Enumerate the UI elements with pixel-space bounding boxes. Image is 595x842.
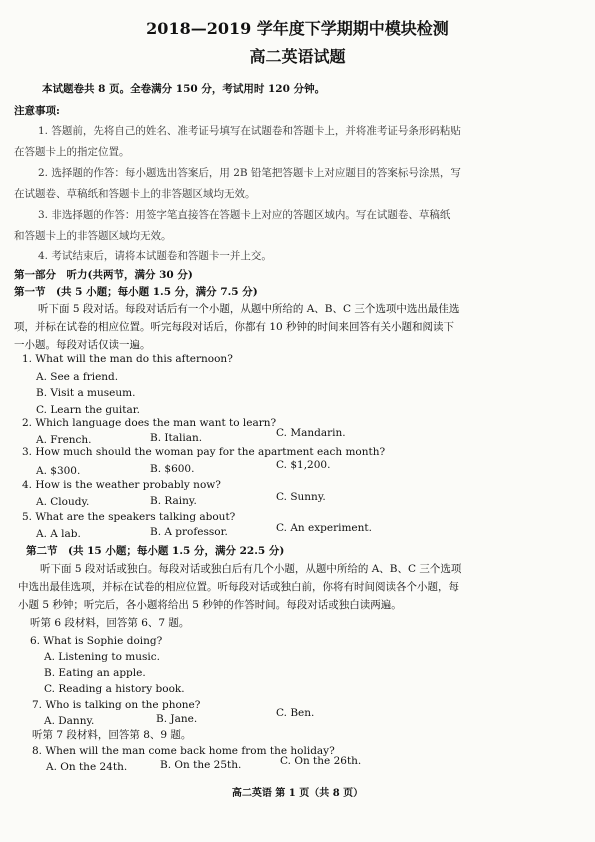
option-c: C. Sunny.	[276, 491, 326, 503]
exam-title: 2018—2019 学年度下学期期中模块检测	[146, 19, 449, 38]
section1-instruction: 项，并标在试卷的相应位置。听完每段对话后，你都有 10 秒钟的时间来回答有关小题和阅读下	[14, 321, 455, 333]
option-b: B. Italian.	[150, 432, 203, 444]
note-line: 3. 非选择题的作答：用签字笔直接答在答题卡上对应的答题区域内。写在试题卷、草稿纸	[38, 209, 451, 221]
option-c: C. Mandarin.	[276, 427, 346, 439]
page-footer: 高二英语 第 1 页（共 8 页）	[231, 788, 364, 799]
option-a: A. French.	[36, 434, 92, 446]
question-text: 5. What are the speakers talking about?	[22, 511, 236, 523]
option-a: A. Cloudy.	[36, 496, 90, 508]
option-b: B. $600.	[150, 463, 195, 475]
question-text: 1. What will the man do this afternoon?	[22, 353, 233, 365]
question-text: 8. When will the man come back home from the holiday?	[32, 745, 335, 757]
note-line: 在答题卡上的指定位置。	[14, 146, 130, 158]
option-c: C. Ben.	[276, 707, 315, 719]
note-line: 1. 答题前，先将自己的姓名、准考证号填写在试题卷和答题卡上，并将准考证号条形码粘贴	[38, 125, 461, 137]
material-heading: 听第 6 段材料，回答第 6、7 题。	[30, 617, 190, 629]
option-a: A. Listening to music.	[44, 651, 160, 663]
note-line: 和答题卡上的非答题区域均无效。	[14, 230, 172, 242]
note-line: 2. 选择题的作答：每小题选出答案后，用 2B 铅笔把答题卡上对应题目的答案标号涂黑，写	[38, 167, 461, 179]
option-a: A. Danny.	[44, 715, 95, 727]
section2-heading: 第二节 (共 15 小题；每小题 1.5 分，满分 22.5 分)	[26, 545, 285, 557]
option-b: B. Jane.	[156, 713, 198, 725]
section1-instruction: 听下面 5 段对话。每段对话后有一个小题，从题中所给的 A、B、C 三个选项中选出最佳选	[38, 303, 460, 315]
option-c: C. An experiment.	[276, 522, 372, 534]
question-text: 2. Which language does the man want to learn?	[22, 417, 277, 429]
option-a: A. A lab.	[36, 528, 81, 540]
option-a: A. $300.	[36, 465, 81, 477]
option-b: B. On the 25th.	[160, 759, 242, 771]
section1-instruction: 一小题。每段对话仅读一遍。	[14, 339, 151, 351]
option-b: B. Eating an apple.	[44, 667, 146, 679]
section2-instruction: 听下面 5 段对话或独白。每段对话或独白后有几个小题，从题中所给的 A、B、C 三个选项	[40, 563, 462, 575]
question-text: 4. How is the weather probably now?	[22, 479, 221, 491]
option-b: B. Visit a museum.	[36, 387, 136, 399]
question-text: 7. Who is talking on the phone?	[32, 699, 201, 711]
question-text: 6. What is Sophie doing?	[30, 635, 163, 647]
intro-text: 本试题卷共 8 页。全卷满分 150 分，考试用时 120 分钟。	[42, 83, 326, 95]
option-b: B. Rainy.	[150, 495, 197, 507]
notes-heading: 注意事项:	[14, 105, 60, 117]
option-c: C. Reading a history book.	[44, 683, 185, 695]
option-c: C. On the 26th.	[280, 755, 362, 767]
part1-heading: 第一部分 听力(共两节，满分 30 分)	[14, 269, 193, 281]
section2-instruction: 小题 5 秒钟；听完后，各小题将给出 5 秒钟的作答时间。每段对话或独白读两遍。	[18, 599, 402, 611]
material-heading: 听第 7 段材料，回答第 8、9 题。	[32, 729, 192, 741]
note-line: 在试题卷、草稿纸和答题卡上的非答题区域均无效。	[14, 188, 256, 200]
option-a: A. On the 24th.	[46, 761, 128, 773]
option-c: C. Learn the guitar.	[36, 404, 140, 416]
note-line: 4. 考试结束后，请将本试题卷和答题卡一并上交。	[38, 250, 272, 262]
section2-instruction: 中选出最佳选项，并标在试卷的相应位置。听每段对话或独白前，你将有时间阅读各个小题，每	[18, 581, 459, 593]
option-c: C. $1,200.	[276, 459, 331, 471]
question-text: 3. How much should the woman pay for the apartment each month?	[22, 446, 386, 458]
exam-subtitle: 高二英语试题	[249, 47, 346, 66]
option-a: A. See a friend.	[36, 371, 119, 383]
option-b: B. A professor.	[150, 526, 228, 538]
section1-heading: 第一节 (共 5 小题；每小题 1.5 分，满分 7.5 分)	[14, 286, 258, 298]
